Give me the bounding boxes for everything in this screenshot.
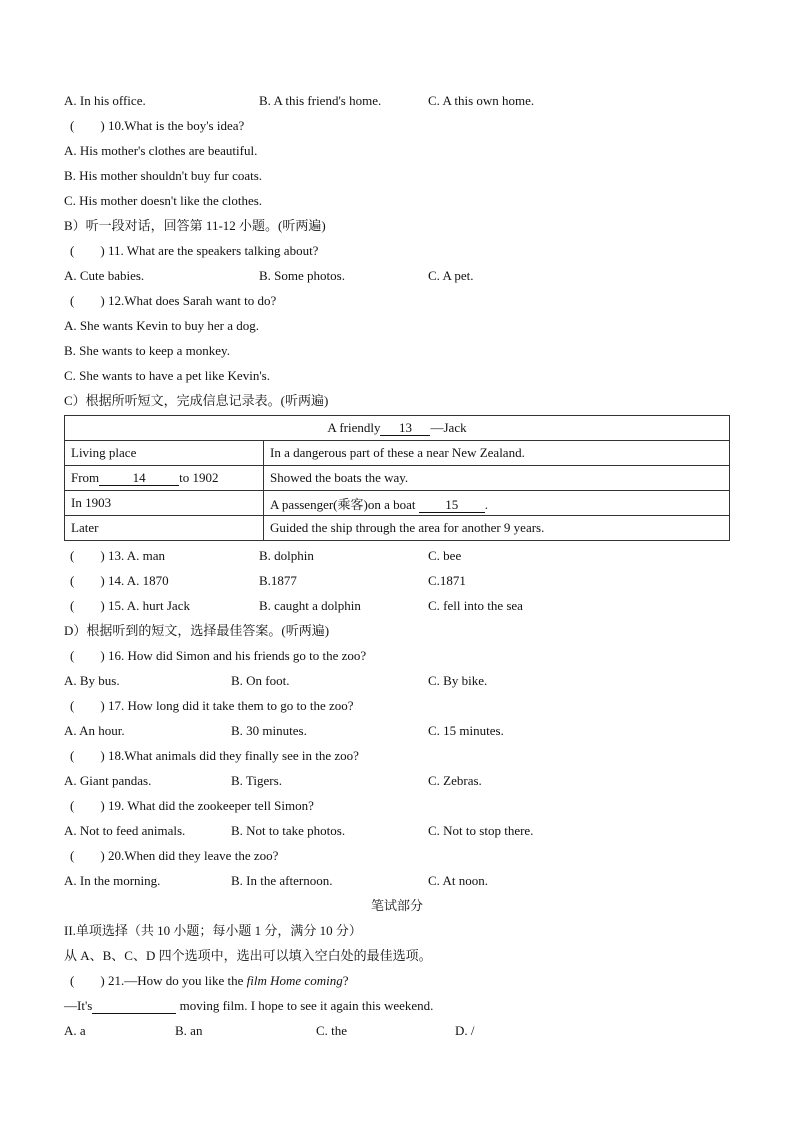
- answer-paren[interactable]: ( ): [70, 648, 105, 663]
- q11-question: ( ) 11. What are the speakers talking about?: [64, 238, 730, 263]
- q12-option-a: A. She wants Kevin to buy her a dog.: [64, 318, 259, 333]
- answer-paren[interactable]: ( ): [70, 973, 105, 988]
- answer-paren[interactable]: ( ): [70, 118, 105, 133]
- q18-options: A. Giant pandas. B. Tigers. C. Zebras.: [64, 773, 482, 788]
- answer-paren[interactable]: ( ): [70, 798, 105, 813]
- q17-options: A. An hour. B. 30 minutes. C. 15 minutes.: [64, 723, 504, 738]
- answer-paren[interactable]: ( ): [70, 748, 105, 763]
- blank-14[interactable]: 14: [99, 471, 179, 486]
- q21-options: A. a B. an C. the D. /: [64, 1023, 475, 1038]
- blank-21[interactable]: [92, 999, 176, 1014]
- q13-question: ( ) 13. A. man B. dolphin C. bee: [64, 543, 730, 568]
- q21-question: ( ) 21.—How do you like the film Home coming?: [64, 968, 730, 993]
- table-row: In 1903 A passenger(乘客)on a boat 15 .: [65, 491, 730, 516]
- answer-paren[interactable]: ( ): [70, 573, 105, 588]
- q10-question: ( ) 10.What is the boy's idea?: [64, 113, 730, 138]
- table-row: Living place In a dangerous part of these a near New Zealand.: [65, 441, 730, 466]
- answer-paren[interactable]: ( ): [70, 243, 105, 258]
- q10-option-c: C. His mother doesn't like the clothes.: [64, 193, 263, 208]
- answer-paren[interactable]: ( ): [70, 848, 105, 863]
- section-d-heading: D）根据听到的短文，选择最佳答案。(听两遍): [64, 623, 330, 638]
- answer-paren[interactable]: ( ): [70, 598, 105, 613]
- q12-option-b: B. She wants to keep a monkey.: [64, 343, 230, 358]
- q15-question: ( ) 15. A. hurt Jack B. caught a dolphin C. fell into the sea: [64, 593, 730, 618]
- blank-15[interactable]: 15: [419, 498, 485, 513]
- exam-page: [64, 88, 730, 1043]
- q17-question: ( ) 17. How long did it take them to go to the zoo?: [64, 693, 730, 718]
- section-b-heading: B）听一段对话，回答第 11-12 小题。(听两遍): [64, 218, 326, 233]
- q11-option-c: C. A pet.: [428, 268, 474, 283]
- section-c-heading: C）根据所听短文，完成信息记录表。(听两遍): [64, 393, 329, 408]
- q9-option-b: B. A this friend's home.: [259, 93, 382, 108]
- q20-question: ( ) 20.When did they leave the zoo?: [64, 843, 730, 868]
- q10-option-a: A. His mother's clothes are beautiful.: [64, 143, 258, 158]
- q14-question: ( ) 14. A. 1870 B.1877 C.1871: [64, 568, 730, 593]
- q9-options: [64, 88, 730, 113]
- answer-paren[interactable]: ( ): [70, 293, 105, 308]
- q11-option-b: B. Some photos.: [259, 268, 345, 283]
- q11-options: [64, 263, 730, 288]
- info-record-table: [64, 415, 730, 541]
- q11-option-a: A. Cute babies.: [64, 268, 145, 283]
- q19-options: A. Not to feed animals. B. Not to take photos. C. Not to stop there.: [64, 823, 534, 838]
- q10-option-b: B. His mother shouldn't buy fur coats.: [64, 168, 263, 183]
- q20-options: A. In the morning. B. In the afternoon. C. At noon.: [64, 873, 488, 888]
- q9-option-c: C. A this own home.: [428, 93, 535, 108]
- answer-paren[interactable]: ( ): [70, 698, 105, 713]
- answer-paren[interactable]: ( ): [70, 548, 105, 563]
- blank-13[interactable]: 13: [380, 421, 430, 436]
- q9-option-a: A. In his office.: [64, 93, 146, 108]
- q16-options: A. By bus. B. On foot. C. By bike.: [64, 673, 488, 688]
- section-2-heading: II.单项选择（共 10 小题；每小题 1 分，满分 10 分）: [64, 923, 362, 938]
- table-header: A friendly 13 —Jack: [65, 416, 730, 441]
- q16-question: ( ) 16. How did Simon and his friends go to the zoo?: [64, 643, 730, 668]
- section-2-instructions: 从 A、B、C、D 四个选项中，选出可以填入空白处的最佳选项。: [64, 948, 432, 963]
- q19-question: ( ) 19. What did the zookeeper tell Simon?: [64, 793, 730, 818]
- q21-line2: —It's moving film. I hope to see it again this weekend.: [64, 998, 434, 1013]
- table-row: From 14 to 1902 Showed the boats the way.: [65, 466, 730, 491]
- table-row: Later Guided the ship through the area for another 9 years.: [65, 516, 730, 541]
- q12-option-c: C. She wants to have a pet like Kevin's.: [64, 368, 270, 383]
- q18-question: ( ) 18.What animals did they finally see in the zoo?: [64, 743, 730, 768]
- q12-question: ( ) 12.What does Sarah want to do?: [64, 288, 730, 313]
- written-section-title: 笔试部分: [370, 898, 423, 913]
